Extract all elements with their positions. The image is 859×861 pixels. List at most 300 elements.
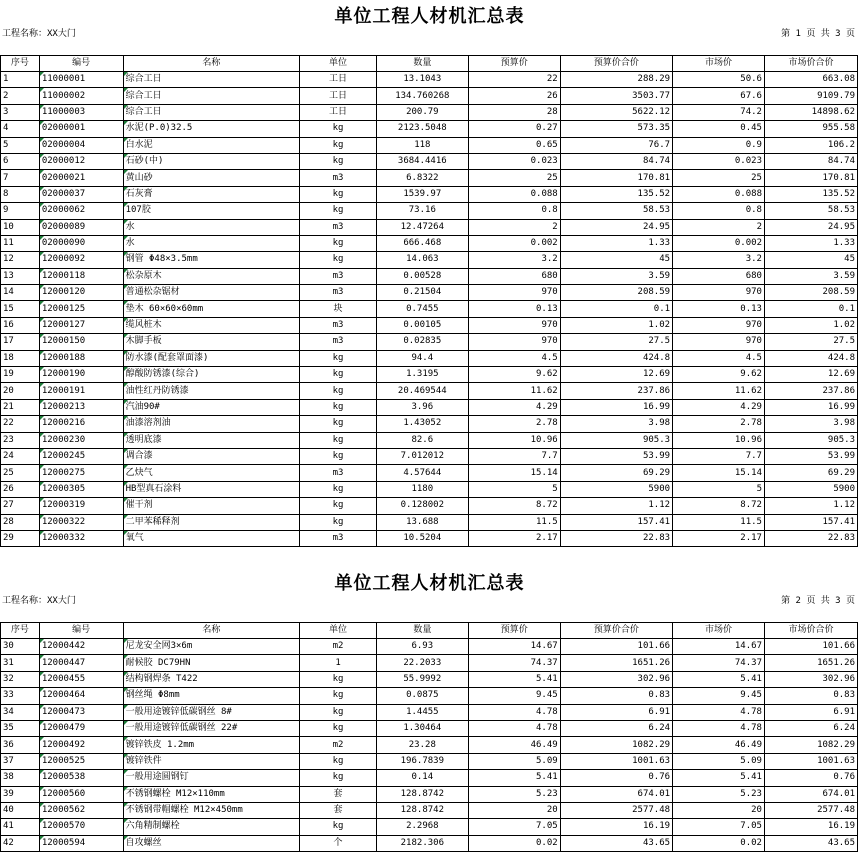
table-row xyxy=(1,448,858,464)
cell-qty: 2.2968 xyxy=(376,819,468,835)
cell-qty: 1.30464 xyxy=(376,720,468,736)
cell-market-price: 5.41 xyxy=(673,671,765,687)
cell-market-total: 237.86 xyxy=(764,383,857,399)
cell-market-price: 15.14 xyxy=(673,465,765,481)
cell-code: 12000188 xyxy=(39,350,123,366)
cell-budget-price: 680 xyxy=(468,268,560,284)
cell-unit: kg xyxy=(300,416,377,432)
cell-qty: 118 xyxy=(376,137,468,153)
cell-market-price: 74.2 xyxy=(673,104,765,120)
cell-qty: 0.7455 xyxy=(376,301,468,317)
cell-market-price: 46.49 xyxy=(673,737,765,753)
cell-unit: 块 xyxy=(300,301,377,317)
cell-market-total: 14898.62 xyxy=(764,104,857,120)
cell-qty: 73.16 xyxy=(376,203,468,219)
cell-code: 12000127 xyxy=(39,317,123,333)
cell-budget-total: 135.52 xyxy=(560,186,672,202)
cell-market-price: 970 xyxy=(673,317,765,333)
cell-code: 12000216 xyxy=(39,416,123,432)
cell-market-total: 69.29 xyxy=(764,465,857,481)
cell-name: 普通松杂锯材 xyxy=(123,285,300,301)
cell-name: 油性红丹防锈漆 xyxy=(123,383,300,399)
cell-market-total: 24.95 xyxy=(764,219,857,235)
cell-unit: kg xyxy=(300,514,377,530)
cell-seq: 29 xyxy=(1,530,40,546)
cell-budget-total: 1651.26 xyxy=(560,655,672,671)
cell-name: 白水泥 xyxy=(123,137,300,153)
cell-market-total: 424.8 xyxy=(764,350,857,366)
cell-unit: m3 xyxy=(300,219,377,235)
cell-qty: 0.128002 xyxy=(376,498,468,514)
cell-code: 12000570 xyxy=(39,819,123,835)
cell-unit: m3 xyxy=(300,465,377,481)
cell-qty: 0.14 xyxy=(376,770,468,786)
cell-name: 镀锌铁皮 1.2mm xyxy=(123,737,300,753)
cell-name: 木脚手板 xyxy=(123,334,300,350)
cell-unit: kg xyxy=(300,481,377,497)
cell-budget-total: 157.41 xyxy=(560,514,672,530)
cell-budget-total: 237.86 xyxy=(560,383,672,399)
cell-budget-total: 905.3 xyxy=(560,432,672,448)
cell-name: 不锈钢带帽螺栓 M12×450mm xyxy=(123,802,300,818)
cell-market-total: 5900 xyxy=(764,481,857,497)
cell-budget-total: 3503.77 xyxy=(560,88,672,104)
table-header-row xyxy=(1,623,858,639)
cell-unit: 工日 xyxy=(300,72,377,88)
cell-budget-price: 26 xyxy=(468,88,560,104)
cell-market-price: 0.9 xyxy=(673,137,765,153)
cell-seq: 40 xyxy=(1,802,40,818)
header-seq: 序号 xyxy=(1,56,40,72)
cell-budget-price: 5.41 xyxy=(468,770,560,786)
cell-name: 一般用途圆钢钉 xyxy=(123,770,300,786)
cell-unit: 工日 xyxy=(300,104,377,120)
header-qty: 数量 xyxy=(376,56,468,72)
cell-qty: 13.1043 xyxy=(376,72,468,88)
cell-budget-price: 46.49 xyxy=(468,737,560,753)
cell-qty: 23.28 xyxy=(376,737,468,753)
cell-unit: 套 xyxy=(300,786,377,802)
cell-unit: kg xyxy=(300,235,377,251)
cell-qty: 6.93 xyxy=(376,639,468,655)
cell-unit: kg xyxy=(300,153,377,169)
table-row xyxy=(1,530,858,546)
cell-code: 12000442 xyxy=(39,639,123,655)
cell-market-total: 1.02 xyxy=(764,317,857,333)
table-row xyxy=(1,737,858,753)
cell-market-total: 16.19 xyxy=(764,819,857,835)
cell-budget-price: 7.7 xyxy=(468,448,560,464)
cell-qty: 12.47264 xyxy=(376,219,468,235)
cell-name: 石灰膏 xyxy=(123,186,300,202)
cell-budget-total: 58.53 xyxy=(560,203,672,219)
cell-market-total: 16.99 xyxy=(764,399,857,415)
cell-market-total: 106.2 xyxy=(764,137,857,153)
cell-code: 12000525 xyxy=(39,753,123,769)
page-title: 单位工程人材机汇总表 xyxy=(334,573,525,594)
cell-name: 氧气 xyxy=(123,530,300,546)
cell-market-total: 170.81 xyxy=(764,170,857,186)
cell-budget-price: 4.78 xyxy=(468,704,560,720)
page-number: 第 2 页 共 3 页 xyxy=(781,596,855,606)
table-row xyxy=(1,465,858,481)
cell-qty: 0.00528 xyxy=(376,268,468,284)
cell-name: 综合工日 xyxy=(123,104,300,120)
cell-name: 醇酸防锈漆(综合) xyxy=(123,367,300,383)
cell-market-price: 970 xyxy=(673,285,765,301)
header-market-total: 市场价合价 xyxy=(764,623,857,639)
table-row xyxy=(1,203,858,219)
cell-market-total: 27.5 xyxy=(764,334,857,350)
table-row xyxy=(1,137,858,153)
cell-market-total: 1.12 xyxy=(764,498,857,514)
cell-unit: kg xyxy=(300,367,377,383)
cell-unit: m3 xyxy=(300,268,377,284)
table-row xyxy=(1,285,858,301)
cell-code: 02000001 xyxy=(39,121,123,137)
cell-unit: 个 xyxy=(300,835,377,851)
table-row xyxy=(1,383,858,399)
cell-budget-price: 4.5 xyxy=(468,350,560,366)
cell-seq: 23 xyxy=(1,432,40,448)
cell-name: 一般用途镀锌低碳钢丝 8# xyxy=(123,704,300,720)
cell-code: 12000092 xyxy=(39,252,123,268)
cell-qty: 2123.5048 xyxy=(376,121,468,137)
table-row xyxy=(1,186,858,202)
cell-code: 12000120 xyxy=(39,285,123,301)
table-row xyxy=(1,514,858,530)
cell-qty: 0.0875 xyxy=(376,688,468,704)
cell-seq: 36 xyxy=(1,737,40,753)
cell-code: 12000191 xyxy=(39,383,123,399)
cell-name: 松杂原木 xyxy=(123,268,300,284)
cell-seq: 38 xyxy=(1,770,40,786)
cell-qty: 196.7839 xyxy=(376,753,468,769)
cell-budget-price: 0.088 xyxy=(468,186,560,202)
cell-name: 汽油90# xyxy=(123,399,300,415)
cell-market-total: 101.66 xyxy=(764,639,857,655)
cell-qty: 200.79 xyxy=(376,104,468,120)
table-row xyxy=(1,671,858,687)
cell-qty: 22.2033 xyxy=(376,655,468,671)
cell-name: HB型真石涂料 xyxy=(123,481,300,497)
project-name: 工程名称：XX大门 xyxy=(2,596,76,606)
table-row xyxy=(1,432,858,448)
cell-seq: 4 xyxy=(1,121,40,137)
cell-code: 12000473 xyxy=(39,704,123,720)
cell-unit: kg xyxy=(300,432,377,448)
cell-market-price: 3.2 xyxy=(673,252,765,268)
cell-market-price: 0.13 xyxy=(673,301,765,317)
cell-unit: kg xyxy=(300,498,377,514)
cell-code: 11000002 xyxy=(39,88,123,104)
cell-name: 不锈钢螺栓 M12×110mm xyxy=(123,786,300,802)
cell-unit: kg xyxy=(300,350,377,366)
cell-qty: 128.8742 xyxy=(376,802,468,818)
cell-budget-total: 3.59 xyxy=(560,268,672,284)
cell-market-total: 0.76 xyxy=(764,770,857,786)
cell-budget-total: 5622.12 xyxy=(560,104,672,120)
cell-seq: 25 xyxy=(1,465,40,481)
cell-qty: 0.02835 xyxy=(376,334,468,350)
cell-market-price: 0.8 xyxy=(673,203,765,219)
cell-budget-price: 22 xyxy=(468,72,560,88)
cell-budget-total: 302.96 xyxy=(560,671,672,687)
table-row xyxy=(1,367,858,383)
cell-code: 12000447 xyxy=(39,655,123,671)
cell-market-price: 7.05 xyxy=(673,819,765,835)
cell-code: 11000003 xyxy=(39,104,123,120)
cell-budget-price: 970 xyxy=(468,334,560,350)
cell-budget-total: 2577.48 xyxy=(560,802,672,818)
cell-budget-total: 288.29 xyxy=(560,72,672,88)
cell-code: 12000125 xyxy=(39,301,123,317)
cell-qty: 1.43052 xyxy=(376,416,468,432)
cell-unit: kg xyxy=(300,688,377,704)
cell-market-price: 5 xyxy=(673,481,765,497)
cell-budget-total: 0.76 xyxy=(560,770,672,786)
cell-name: 水泥(P.0)32.5 xyxy=(123,121,300,137)
cell-market-price: 0.02 xyxy=(673,835,765,851)
table-row xyxy=(1,416,858,432)
cell-budget-total: 43.65 xyxy=(560,835,672,851)
cell-budget-price: 20 xyxy=(468,802,560,818)
cell-budget-total: 53.99 xyxy=(560,448,672,464)
cell-seq: 11 xyxy=(1,235,40,251)
cell-market-total: 45 xyxy=(764,252,857,268)
cell-code: 12000213 xyxy=(39,399,123,415)
cell-market-price: 0.088 xyxy=(673,186,765,202)
cell-name: 尼龙安全网3×6m xyxy=(123,639,300,655)
cell-code: 12000319 xyxy=(39,498,123,514)
cell-budget-total: 674.01 xyxy=(560,786,672,802)
cell-market-price: 74.37 xyxy=(673,655,765,671)
cell-qty: 10.5204 xyxy=(376,530,468,546)
cell-name: 透明底漆 xyxy=(123,432,300,448)
cell-seq: 2 xyxy=(1,88,40,104)
cell-market-total: 0.83 xyxy=(764,688,857,704)
cell-name: 综合工日 xyxy=(123,72,300,88)
cell-qty: 666.468 xyxy=(376,235,468,251)
cell-budget-total: 170.81 xyxy=(560,170,672,186)
table-row xyxy=(1,770,858,786)
cell-name: 耐候胶 DC79HN xyxy=(123,655,300,671)
cell-name: 一般用途镀锌低碳钢丝 22# xyxy=(123,720,300,736)
header-market-price: 市场价 xyxy=(673,56,765,72)
cell-name: 自攻螺丝 xyxy=(123,835,300,851)
cell-qty: 2182.306 xyxy=(376,835,468,851)
cell-market-total: 663.08 xyxy=(764,72,857,88)
cell-market-price: 2.78 xyxy=(673,416,765,432)
cell-budget-price: 0.002 xyxy=(468,235,560,251)
cell-budget-price: 0.023 xyxy=(468,153,560,169)
cell-qty: 1.3195 xyxy=(376,367,468,383)
table-row xyxy=(1,786,858,802)
cell-budget-total: 16.19 xyxy=(560,819,672,835)
cell-name: 催干剂 xyxy=(123,498,300,514)
cell-seq: 10 xyxy=(1,219,40,235)
table-row xyxy=(1,334,858,350)
cell-market-price: 680 xyxy=(673,268,765,284)
cell-code: 02000037 xyxy=(39,186,123,202)
cell-qty: 14.063 xyxy=(376,252,468,268)
cell-seq: 30 xyxy=(1,639,40,655)
cell-qty: 82.6 xyxy=(376,432,468,448)
cell-name: 六角精制螺栓 xyxy=(123,819,300,835)
cell-qty: 128.8742 xyxy=(376,786,468,802)
cell-qty: 134.760268 xyxy=(376,88,468,104)
table-row xyxy=(1,317,858,333)
cell-market-price: 0.45 xyxy=(673,121,765,137)
cell-budget-price: 25 xyxy=(468,170,560,186)
cell-budget-total: 101.66 xyxy=(560,639,672,655)
header-name: 名称 xyxy=(123,56,300,72)
table-row xyxy=(1,399,858,415)
cell-seq: 5 xyxy=(1,137,40,153)
cell-market-price: 5.23 xyxy=(673,786,765,802)
cell-seq: 35 xyxy=(1,720,40,736)
cell-market-total: 22.83 xyxy=(764,530,857,546)
cell-seq: 12 xyxy=(1,252,40,268)
cell-market-total: 1.33 xyxy=(764,235,857,251)
cell-code: 12000190 xyxy=(39,367,123,383)
cell-budget-price: 11.5 xyxy=(468,514,560,530)
cell-seq: 39 xyxy=(1,786,40,802)
header-market-price: 市场价 xyxy=(673,623,765,639)
cell-market-total: 43.65 xyxy=(764,835,857,851)
cell-market-price: 9.62 xyxy=(673,367,765,383)
cell-seq: 18 xyxy=(1,350,40,366)
header-unit: 单位 xyxy=(300,56,377,72)
cell-budget-total: 1.33 xyxy=(560,235,672,251)
cell-budget-price: 11.62 xyxy=(468,383,560,399)
cell-market-price: 2.17 xyxy=(673,530,765,546)
cell-market-price: 10.96 xyxy=(673,432,765,448)
cell-seq: 3 xyxy=(1,104,40,120)
cell-seq: 13 xyxy=(1,268,40,284)
table-row xyxy=(1,753,858,769)
cell-seq: 24 xyxy=(1,448,40,464)
cell-code: 12000118 xyxy=(39,268,123,284)
cell-budget-total: 3.98 xyxy=(560,416,672,432)
cell-market-total: 6.24 xyxy=(764,720,857,736)
cell-budget-price: 10.96 xyxy=(468,432,560,448)
cell-unit: m3 xyxy=(300,317,377,333)
cell-code: 02000004 xyxy=(39,137,123,153)
table-row xyxy=(1,72,858,88)
table-row xyxy=(1,301,858,317)
header-budget-price: 预算价 xyxy=(468,623,560,639)
cell-qty: 1180 xyxy=(376,481,468,497)
cell-budget-total: 0.1 xyxy=(560,301,672,317)
header-seq: 序号 xyxy=(1,623,40,639)
cell-budget-price: 0.27 xyxy=(468,121,560,137)
cell-qty: 4.57644 xyxy=(376,465,468,481)
cell-code: 02000062 xyxy=(39,203,123,219)
header-qty: 数量 xyxy=(376,623,468,639)
header-name: 名称 xyxy=(123,623,300,639)
cell-seq: 28 xyxy=(1,514,40,530)
cell-unit: kg xyxy=(300,399,377,415)
cell-qty: 13.688 xyxy=(376,514,468,530)
cell-seq: 27 xyxy=(1,498,40,514)
cell-qty: 3.96 xyxy=(376,399,468,415)
cell-budget-total: 76.7 xyxy=(560,137,672,153)
table-row xyxy=(1,219,858,235)
cell-seq: 34 xyxy=(1,704,40,720)
cell-name: 垫木 60×60×60mm xyxy=(123,301,300,317)
cell-name: 水 xyxy=(123,219,300,235)
cell-market-price: 4.29 xyxy=(673,399,765,415)
cell-budget-price: 5 xyxy=(468,481,560,497)
cell-market-total: 3.98 xyxy=(764,416,857,432)
cell-market-total: 84.74 xyxy=(764,153,857,169)
cell-market-price: 11.5 xyxy=(673,514,765,530)
cell-market-price: 7.7 xyxy=(673,448,765,464)
cell-budget-price: 970 xyxy=(468,317,560,333)
cell-market-total: 1082.29 xyxy=(764,737,857,753)
cell-market-price: 8.72 xyxy=(673,498,765,514)
cell-market-price: 2 xyxy=(673,219,765,235)
cell-budget-price: 5.09 xyxy=(468,753,560,769)
header-budget-total: 预算价合价 xyxy=(560,623,672,639)
cell-market-price: 11.62 xyxy=(673,383,765,399)
cell-unit: m3 xyxy=(300,334,377,350)
cell-qty: 94.4 xyxy=(376,350,468,366)
cell-budget-price: 9.62 xyxy=(468,367,560,383)
cell-market-price: 5.41 xyxy=(673,770,765,786)
cell-budget-price: 28 xyxy=(468,104,560,120)
cell-budget-price: 0.13 xyxy=(468,301,560,317)
table-row xyxy=(1,104,858,120)
cell-name: 调合漆 xyxy=(123,448,300,464)
cell-market-total: 302.96 xyxy=(764,671,857,687)
cell-market-price: 0.023 xyxy=(673,153,765,169)
cell-budget-price: 3.2 xyxy=(468,252,560,268)
cell-budget-price: 0.02 xyxy=(468,835,560,851)
cell-market-price: 14.67 xyxy=(673,639,765,655)
cell-unit: kg xyxy=(300,753,377,769)
cell-market-price: 20 xyxy=(673,802,765,818)
cell-code: 02000090 xyxy=(39,235,123,251)
cell-market-total: 2577.48 xyxy=(764,802,857,818)
cell-name: 石砂(中) xyxy=(123,153,300,169)
cell-budget-price: 2 xyxy=(468,219,560,235)
cell-budget-total: 1.02 xyxy=(560,317,672,333)
cell-code: 12000275 xyxy=(39,465,123,481)
cell-unit: m2 xyxy=(300,639,377,655)
cell-seq: 1 xyxy=(1,72,40,88)
cell-qty: 1.4455 xyxy=(376,704,468,720)
cell-budget-price: 970 xyxy=(468,285,560,301)
cell-budget-price: 14.67 xyxy=(468,639,560,655)
cell-budget-price: 15.14 xyxy=(468,465,560,481)
cell-seq: 32 xyxy=(1,671,40,687)
cell-seq: 21 xyxy=(1,399,40,415)
cell-unit: 工日 xyxy=(300,88,377,104)
cell-budget-price: 5.23 xyxy=(468,786,560,802)
table-row xyxy=(1,835,858,851)
cell-unit: kg xyxy=(300,671,377,687)
header-code: 编号 xyxy=(39,56,123,72)
cell-qty: 1539.97 xyxy=(376,186,468,202)
cell-market-total: 955.58 xyxy=(764,121,857,137)
cell-budget-price: 0.8 xyxy=(468,203,560,219)
cell-unit: kg xyxy=(300,770,377,786)
cell-budget-total: 424.8 xyxy=(560,350,672,366)
cell-market-total: 1001.63 xyxy=(764,753,857,769)
cell-seq: 14 xyxy=(1,285,40,301)
